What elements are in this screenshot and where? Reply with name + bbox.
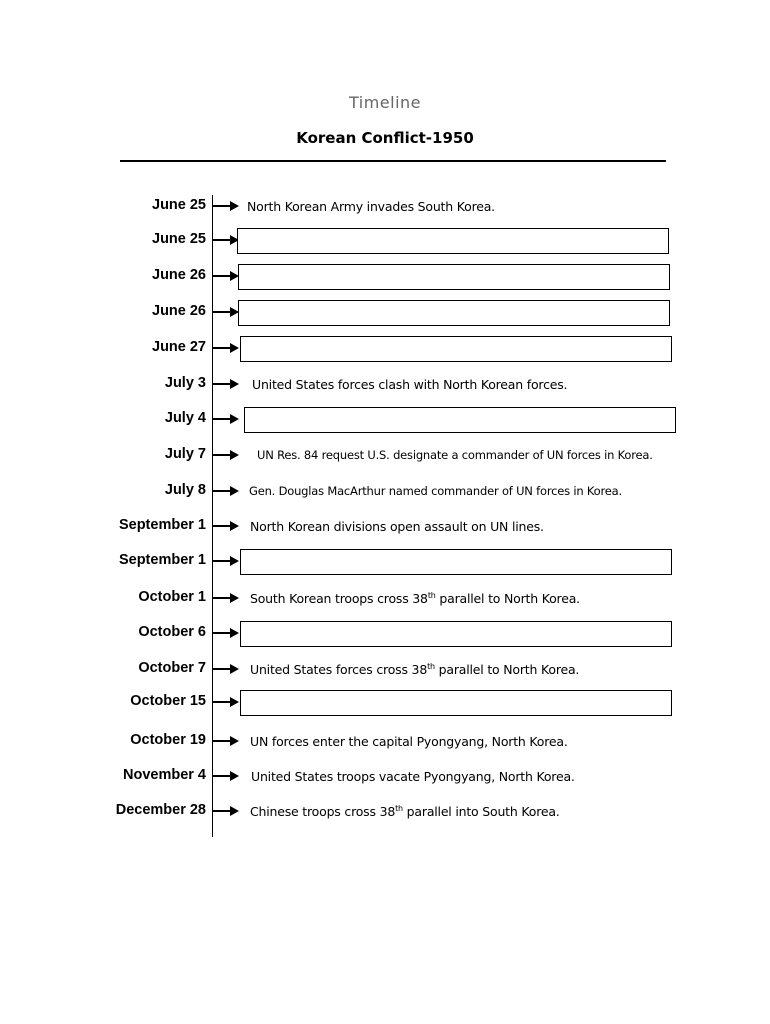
page-subtitle: Korean Conflict-1950 <box>296 129 474 147</box>
timeline-event-text <box>250 734 568 749</box>
timeline-entry <box>0 371 770 401</box>
timeline-event-text <box>250 519 544 534</box>
arrow-right-icon <box>213 486 239 496</box>
event-text-continued: parallel into South Korea. <box>402 804 560 820</box>
timeline-date: July 4 <box>164 410 206 426</box>
timeline-date: November 4 <box>122 767 206 783</box>
timeline-entry <box>0 798 770 828</box>
timeline-date: June 26 <box>152 303 206 319</box>
timeline-entry <box>0 227 770 257</box>
timeline-event-text <box>250 662 579 677</box>
ordinal-suffix: th <box>395 804 403 813</box>
event-text-continued: parallel to North Korea. <box>435 591 580 607</box>
timeline-date: July 7 <box>164 446 206 462</box>
arrow-right-icon <box>213 736 239 746</box>
timeline-date: September 1 <box>118 517 206 533</box>
timeline-event-text <box>250 591 580 606</box>
answer-input-box[interactable] <box>240 690 672 716</box>
timeline-entry <box>0 299 770 329</box>
timeline-date: June 26 <box>152 267 206 283</box>
answer-input-box[interactable] <box>240 336 672 362</box>
event-text: South Korean troops cross 38 <box>250 591 428 607</box>
timeline-entry <box>0 585 770 615</box>
header-divider <box>120 160 666 162</box>
timeline-event-text <box>250 804 560 819</box>
timeline-entry <box>0 335 770 365</box>
timeline-date: July 8 <box>164 482 206 498</box>
event-text: United States forces clash with North Korean forces. <box>252 377 568 392</box>
timeline-event-text <box>251 769 575 784</box>
page-title: Timeline <box>348 93 422 112</box>
timeline-entry <box>0 620 770 650</box>
timeline-date: October 19 <box>130 732 206 748</box>
event-text: United States forces cross 38 <box>250 662 428 678</box>
arrow-right-icon <box>213 235 239 245</box>
event-text-continued: parallel to North Korea. <box>434 662 580 678</box>
timeline-date: October 1 <box>138 589 206 605</box>
timeline-date: October 15 <box>130 693 206 709</box>
arrow-right-icon <box>213 593 239 603</box>
event-text: North Korean divisions open assault on UN lines. <box>250 519 544 534</box>
arrow-right-icon <box>213 664 239 674</box>
timeline-date: October 7 <box>138 660 206 676</box>
timeline-date: October 6 <box>138 624 206 640</box>
ordinal-suffix: th <box>427 662 435 671</box>
timeline-date: June 25 <box>152 197 206 213</box>
arrow-right-icon <box>213 697 239 707</box>
timeline-date: June 27 <box>152 339 206 355</box>
timeline-date: July 3 <box>164 375 206 391</box>
answer-input-box[interactable] <box>244 407 676 433</box>
event-text: Chinese troops cross 38 <box>250 804 396 820</box>
arrow-right-icon <box>213 521 239 531</box>
arrow-right-icon <box>213 343 239 353</box>
arrow-right-icon <box>213 271 239 281</box>
arrow-right-icon <box>213 414 239 424</box>
timeline-event-text <box>252 377 567 392</box>
answer-input-box[interactable] <box>240 621 672 647</box>
arrow-right-icon <box>213 806 239 816</box>
timeline-date: September 1 <box>118 552 206 568</box>
timeline-entry <box>0 656 770 686</box>
timeline-date: December 28 <box>115 802 206 818</box>
timeline-event-text <box>249 484 622 498</box>
timeline-entry <box>0 763 770 793</box>
timeline-entry <box>0 263 770 293</box>
arrow-right-icon <box>213 201 239 211</box>
arrow-right-icon <box>213 450 239 460</box>
timeline-entry <box>0 728 770 758</box>
answer-input-box[interactable] <box>238 300 670 326</box>
event-text: North Korean Army invades South Korea. <box>247 199 495 214</box>
event-text: UN forces enter the capital Pyongyang, North Korea. <box>250 734 568 749</box>
answer-input-box[interactable] <box>237 228 669 254</box>
arrow-right-icon <box>213 379 239 389</box>
event-text: Gen. Douglas MacArthur named commander of UN forces in Korea. <box>249 484 622 498</box>
timeline-entry <box>0 406 770 436</box>
event-text: United States troops vacate Pyongyang, North Korea. <box>251 769 575 784</box>
arrow-right-icon <box>213 307 239 317</box>
timeline-entry <box>0 442 770 472</box>
answer-input-box[interactable] <box>240 549 672 575</box>
timeline-entry <box>0 689 770 719</box>
arrow-right-icon <box>213 628 239 638</box>
timeline-entry <box>0 193 770 223</box>
timeline-entry <box>0 548 770 578</box>
timeline-date: June 25 <box>152 231 206 247</box>
timeline-event-text <box>257 448 653 462</box>
arrow-right-icon <box>213 556 239 566</box>
timeline-entry <box>0 513 770 543</box>
event-text: UN Res. 84 request U.S. designate a commander of UN forces in Korea. <box>257 448 653 462</box>
ordinal-suffix: th <box>427 591 436 600</box>
timeline-event-text <box>247 199 495 214</box>
timeline-entry <box>0 478 770 508</box>
answer-input-box[interactable] <box>238 264 670 290</box>
arrow-right-icon <box>213 771 239 781</box>
